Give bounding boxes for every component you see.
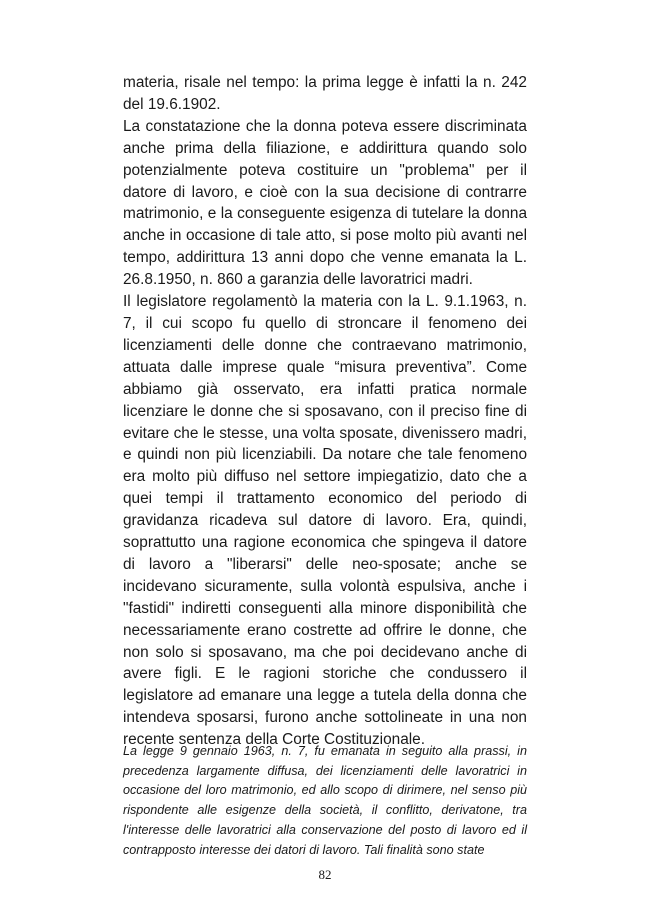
quote-paragraph: La legge 9 gennaio 1963, n. 7, fu emanata in seguito alla prassi, in precedenza largamente diffusa, dei licenziamenti delle lavoratrici in occasione del loro matrimonio, ed allo scopo di dirimere, nel senso più rispondente alle esigenze della società, il conflitto, derivatone, tra l'interesse delle lavoratrici alla conservazione del posto di lavoro ed il contrapposto interesse dei datori di lavoro. Tali finalità sono state (123, 744, 527, 857)
paragraph-2: La constatazione che la donna poteva essere discriminata anche prima della filiazione, e addirittura quando solo potenzialmente poteva costituire un "problema" per il datore di lavoro, e cioè con la sua decisione di contrarre matrimonio, e la conseguente esigenza di tutelare la donna anche in occasione di tale atto, si pose molto più avanti nel tempo, addirittura 13 anni dopo che venne emanata la L. 26.8.1950, n. 860 a garanzia delle lavoratrici madri. (123, 117, 527, 289)
body-text (123, 72, 527, 751)
page-number: 82 (318, 867, 332, 882)
paragraph-3: Il legislatore regolamentò la materia con la L. 9.1.1963, n. 7, il cui scopo fu quello di stroncare il fenomeno dei licenziamenti delle donne che contraevano matrimonio, attuata dalle imprese quale “misura preventiva”. Come abbiamo già osservato, era infatti pratica normale licenziare le donne che si sposavano, con il preciso fine di evitare che le stesse, una volta sposate, divenissero madri, e quindi non più licenziabili. Da notare che tale fenomeno era molto più diffuso nel settore impiegatizio, dato che a quei tempi il trattamento economico del periodo di gravidanza ricadeva sul datore di lavoro. Era, quindi, soprattutto una ragione economica che spingeva il datore di lavoro a "liberarsi" delle neo-sposate; anche se incidevano sicuramente, sulla volontà espulsiva, anche i "fastidi" indiretti conseguenti alla minore disponibilità che necessariamente erano costrette ad offrire le donne, che non solo si sposavano, ma che poi decidevano anche di avere figli. E le ragioni storiche che condussero il legislatore ad emanare una legge a tutela della donna che intendeva sposarsi, furono anche sottolineate in una non recente sentenza della Corte Costituzionale. (123, 293, 527, 749)
paragraph-1: materia, risale nel tempo: la prima legge è infatti la n. 242 del 19.6.1902. (123, 74, 527, 113)
quoted-sentence (123, 742, 527, 860)
